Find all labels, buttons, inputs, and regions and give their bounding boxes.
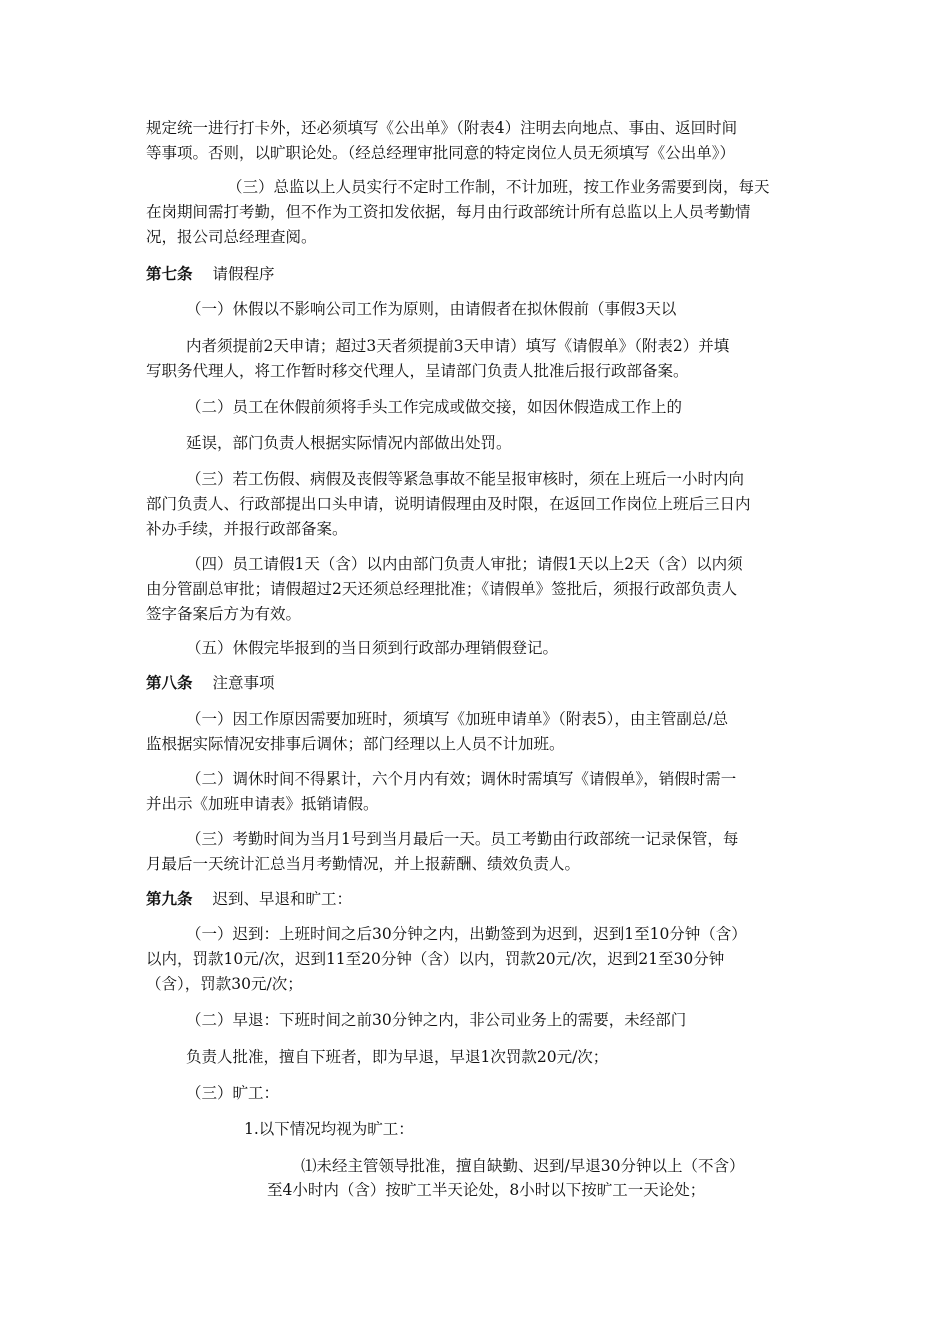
paragraph-line: （三）考勤时间为当月1号到当月最后一天。员工考勤由行政部统一记录保管，每 [186, 830, 739, 848]
paragraph-line: （三）若工伤假、病假及丧假等紧急事故不能呈报审核时，须在上班后一小时内向 [186, 470, 745, 488]
paragraph-line: （一）因工作原因需要加班时，须填写《加班申请单》（附表5），由主管副总/总 [186, 710, 729, 728]
paragraph-line: 部门负责人、行政部提出口头申请，说明请假理由及时限，在返回工作岗位上班后三日内 [146, 495, 751, 513]
article-heading [146, 888, 352, 910]
article-label: 第九条 [146, 890, 193, 908]
paragraph-line: 由分管副总审批；请假超过2天还须总经理批准；《请假单》签批后，须报行政部负责人 [146, 580, 738, 598]
article-title: 请假程序 [212, 265, 275, 283]
paragraph-line: （一）休假以不影响公司工作为原则，由请假者在拟休假前（事假3天以 [186, 300, 677, 318]
paragraph-line: 月最后一天统计汇总当月考勤情况，并上报薪酬、绩效负责人。 [146, 855, 581, 873]
paragraph-line: （含），罚款30元/次； [146, 975, 303, 993]
paragraph-line: 规定统一进行打卡外，还必须填写《公出单》（附表4）注明去向地点、事由、返回时间 [146, 119, 738, 137]
paragraph-line: （一）迟到：上班时间之后30分钟之内，出勤签到为迟到，迟到1至10分钟（含） [186, 925, 747, 943]
paragraph-line: 在岗期间需打考勤，但不作为工资扣发依据，每月由行政部统计所有总监以上人员考勤情 [146, 203, 751, 221]
article-label: 第七条 [146, 265, 193, 283]
paragraph-line: （二）早退：下班时间之前30分钟之内，非公司业务上的需要，未经部门 [186, 1011, 687, 1029]
article-title: 迟到、早退和旷工： [212, 890, 353, 908]
paragraph-line: 并出示《加班申请表》抵销请假。 [146, 795, 379, 813]
paragraph-line: （二）员工在休假前须将手头工作完成或做交接，如因休假造成工作上的 [186, 398, 683, 416]
sub-list-item: 至4小时内（含）按旷工半天论处，8小时以下按旷工一天论处； [267, 1181, 706, 1199]
paragraph-line: 以内，罚款10元/次，迟到11至20分钟（含）以内，罚款20元/次，迟到21至30分钟 [146, 950, 725, 968]
sub-list-item: ⑴未经主管领导批准，擅自缺勤、迟到/早退30分钟以上（不含） [301, 1157, 745, 1175]
paragraph-line: 写职务代理人，将工作暂时移交代理人，呈请部门负责人批准后报行政部备案。 [146, 362, 689, 380]
article-heading [146, 672, 275, 694]
article-label: 第八条 [146, 674, 193, 692]
paragraph-line: （三）旷工： [186, 1084, 280, 1102]
paragraph-line: （五）休假完毕报到的当日须到行政部办理销假登记。 [186, 639, 559, 657]
list-item: 1.以下情况均视为旷工： [244, 1120, 414, 1138]
paragraph-line: 延误，部门负责人根据实际情况内部做出处罚。 [186, 434, 512, 452]
paragraph-line: （四）员工请假1天（含）以内由部门负责人审批；请假1天以上2天（含）以内须 [186, 555, 743, 573]
paragraph-line: 签字备案后方为有效。 [146, 605, 302, 623]
paragraph-line: 内者须提前2天申请；超过3天者须提前3天申请）填写《请假单》（附表2）并填 [186, 337, 730, 355]
paragraph-line: 补办手续，并报行政部备案。 [146, 520, 348, 538]
article-title: 注意事项 [212, 674, 275, 692]
paragraph-line: （三）总监以上人员实行不定时工作制，不计加班，按工作业务需要到岗，每天 [227, 178, 770, 196]
article-heading [146, 263, 275, 285]
paragraph-line: 况，报公司总经理查阅。 [146, 228, 317, 246]
paragraph-line: （二）调休时间不得累计，六个月内有效；调休时需填写《请假单》，销假时需一 [186, 770, 737, 788]
paragraph-line: 监根据实际情况安排事后调休；部门经理以上人员不计加班。 [146, 735, 565, 753]
paragraph-line: 等事项。否则，以旷职论处。（经总经理审批同意的特定岗位人员无须填写《公出单》） [146, 144, 736, 162]
paragraph-line: 负责人批准，擅自下班者，即为早退，早退1次罚款20元/次； [186, 1048, 609, 1066]
